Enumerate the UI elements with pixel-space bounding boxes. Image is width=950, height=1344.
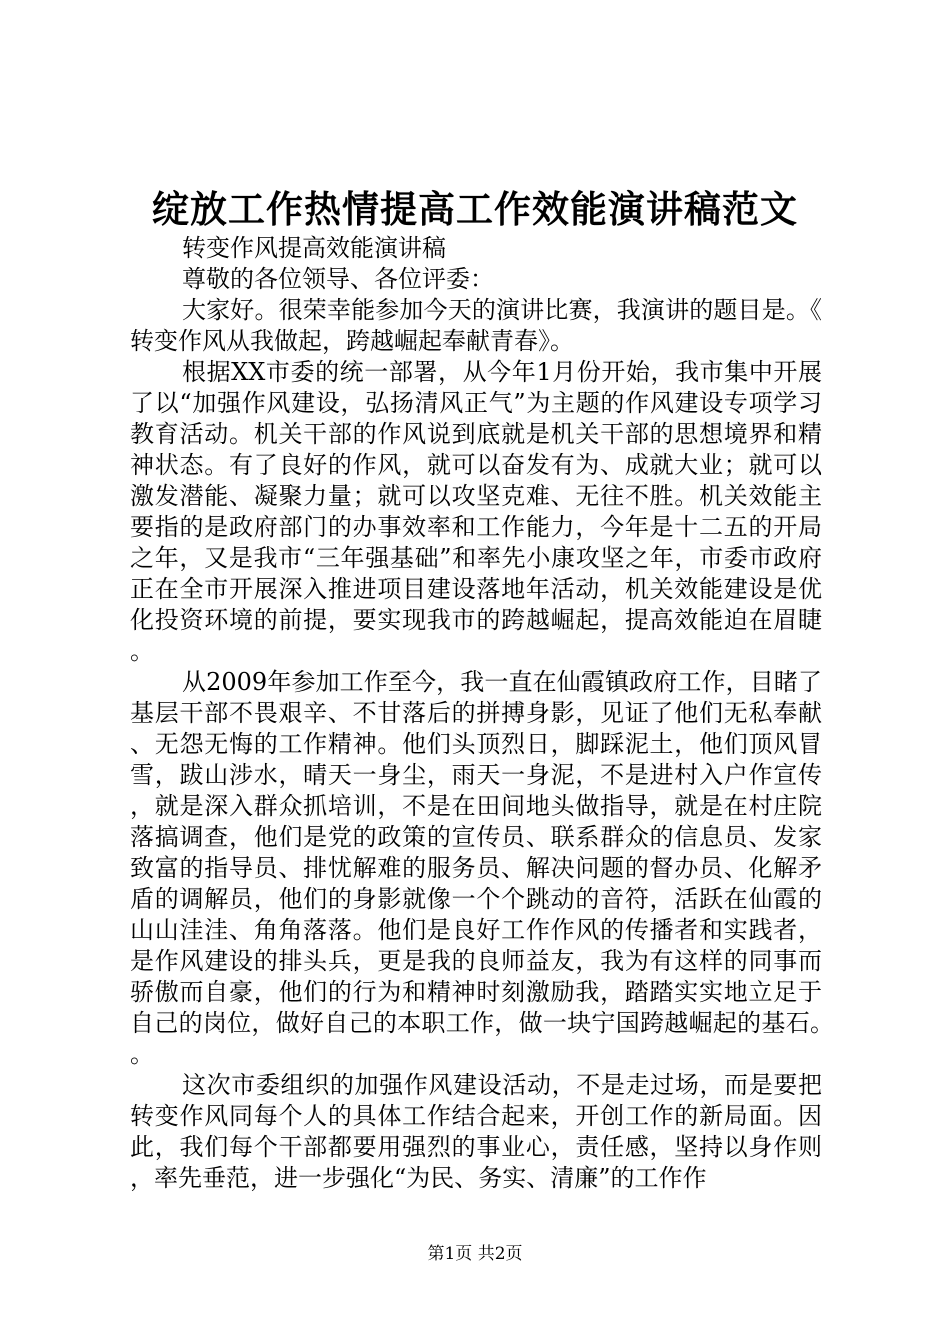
paragraph-experience: 从2009年参加工作至今，我一直在仙霞镇政府工作，目睹了基层干部不畏艰辛、不甘落后的拼搏身影，见证了他们无私奉献、无怨无悔的工作精神。他们头顶烈日，脚踩泥土，他们顶风冒雪，跋山涉水，晴天一身尘，雨天一身泥，不是进村入户作宣传，就是深入群众抓培训，不是在田间地头做指导，就是在村庄院落搞调查，他们是党的政策的宣传员、联系群众的信息员、发家致富的指导员、排忧解难的服务员、解决问题的督办员、化解矛盾的调解员，他们的身影就像一个个跳动的音符，活跃在仙霞的山山洼洼、角角落落。他们是良好工作作风的传播者和实践者，是作风建设的排头兵，更是我的良师益友，我为有这样的同事而骄傲而自豪，他们的行为和精神时刻激励我，踏踏实实地立足于自己的岗位，做好自己的本职工作，做一块宁国跨越崛起的基石。。 — [130, 668, 822, 1068]
paragraph-greeting: 大家好。很荣幸能参加今天的演讲比赛，我演讲的题目是。《转变作风从我做起，跨越崛起奉献青春》。 — [130, 296, 822, 355]
paragraph-subtitle: 转变作风提高效能演讲稿 — [182, 234, 446, 262]
paragraph-activity: 这次市委组织的加强作风建设活动，不是走过场，而是要把转变作风同每个人的具体工作结合起来，开创工作的新局面。因此，我们每个干部都要用强烈的事业心，责任感，坚持以身作则，率先垂范，进一步强化“为民、务实、清廉”的工作作 — [130, 1071, 822, 1192]
paragraph-background: 根据XX市委的统一部署，从今年1月份开始，我市集中开展了以“加强作风建设，弘扬清风正气”为主题的作风建设专项学习教育活动。机关干部的作风说到底就是机关干部的思想境界和精神状态。有了良好的作风，就可以奋发有为、成就大业；就可以激发潜能、凝聚力量；就可以攻坚克难、无往不胜。机关效能主要指的是政府部门的办事效率和工作能力，今年是十二五的开局之年，又是我市“三年强基础”和率先小康攻坚之年，市委市政府正在全市开展深入推进项目建设落地年活动，机关效能建设是优化投资环境的前提，要实现我市的跨越崛起，提高效能迫在眉睫。 — [130, 358, 822, 665]
paragraph-salutation: 尊敬的各位领导、各位评委： — [182, 265, 494, 293]
document-body — [130, 233, 822, 1194]
document-title: 绽放工作热情提高工作效能演讲稿范文 — [152, 187, 798, 231]
page-number-footer: 第1页 共2页 — [427, 1244, 523, 1264]
